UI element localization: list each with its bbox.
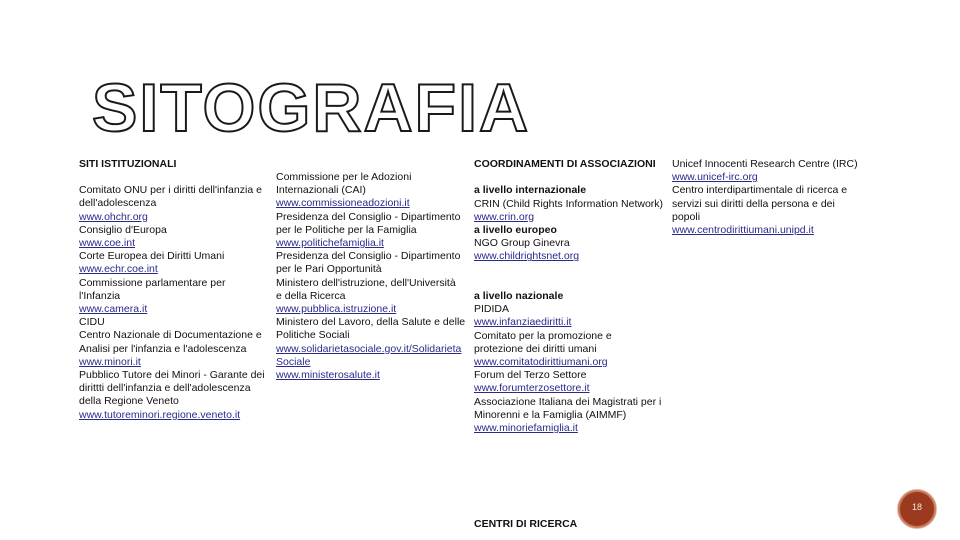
list-item: popoli [672, 210, 701, 223]
website-link[interactable]: www.camera.it [79, 303, 148, 316]
website-link[interactable]: www.crin.org [474, 210, 535, 223]
page-title: SITOGRAFIA [92, 70, 531, 146]
list-item: e della Ricerca [276, 289, 346, 302]
spacer [474, 277, 663, 290]
page-number-badge [898, 490, 936, 528]
list-item: Centro Nazionale di Documentazione e [79, 329, 262, 342]
website-link[interactable]: www.comitatodirittiumani.org [474, 356, 608, 369]
list-item: Ministero del Lavoro, della Salute e delle [276, 316, 466, 329]
website-link[interactable]: www.tutoreminori.regione.veneto.it [79, 408, 241, 421]
list-item: Commissione per le Adozioni [276, 171, 412, 183]
website-link[interactable]: www.pubblica.istruzione.it [276, 303, 397, 316]
website-link[interactable]: Sociale [276, 355, 311, 368]
section-header: COORDINAMENTI DI ASSOCIAZIONI [474, 158, 656, 170]
list-item: Unicef Innocenti Research Centre (IRC) [672, 158, 858, 170]
website-link[interactable]: www.minori.it [79, 355, 141, 368]
list-item: per le Pari Opportunità [276, 263, 382, 276]
list-item: servizi sui diritti della persona e dei [672, 197, 835, 210]
list-item: dell'adolescenza [79, 197, 157, 210]
spacer [474, 264, 663, 277]
column-siti-istituzionali [79, 158, 265, 422]
list-item: l'Infanzia [79, 289, 121, 302]
website-link[interactable]: www.ohchr.org [79, 210, 148, 223]
list-item: Analisi per l'infanzia e l'adolescenza [79, 342, 247, 355]
subsection-heading: a livello nazionale [474, 290, 564, 303]
list-item: Presidenza del Consiglio - Dipartimento [276, 210, 461, 223]
subsection-heading: a livello internazionale [474, 184, 587, 197]
list-item: Forum del Terzo Settore [474, 369, 587, 382]
website-link[interactable]: www.politichefamiglia.it [276, 237, 384, 250]
list-item: Comitato per la promozione e [474, 329, 612, 342]
list-item: Presidenza del Consiglio - Dipartimento [276, 250, 461, 263]
list [474, 171, 663, 435]
list [276, 171, 465, 382]
list [79, 184, 265, 422]
list [672, 158, 858, 237]
subsection-heading: a livello europeo [474, 224, 557, 237]
website-link[interactable]: www.childrightsnet.org [474, 250, 580, 263]
website-link[interactable]: www.infanziaediritti.it [474, 316, 572, 329]
list-item: Minorenni e la Famiglia (AIMMF) [474, 408, 627, 421]
list-item: Politiche Sociali [276, 329, 350, 342]
list-item: per le Politiche per la Famiglia [276, 223, 417, 236]
centri-di-ricerca-heading: CENTRI DI RICERCA [474, 518, 578, 530]
list-item: protezione dei diritti umani [474, 342, 597, 355]
website-link[interactable]: www.unicef-irc.org [672, 171, 758, 184]
website-link[interactable]: www.centrodirittiumani.unipd.it [672, 224, 814, 237]
column-centri-ricerca [672, 158, 858, 237]
column-coordinamenti [474, 158, 663, 435]
list-item: dirittti dell'infanzia e dell'adolescenza [79, 382, 251, 395]
list-item: PIDIDA [474, 303, 510, 316]
website-link[interactable]: www.coe.int [79, 237, 136, 250]
section-header: SITI ISTITUZIONALI [79, 158, 177, 170]
website-link[interactable]: www.echr.coe.int [79, 263, 158, 276]
website-link[interactable]: www.minoriefamiglia.it [474, 422, 578, 435]
website-link[interactable]: www.commissioneadozioni.it [276, 197, 410, 210]
website-link[interactable]: www.forumterzosettore.it [474, 382, 590, 395]
list-item: Pubblico Tutore dei Minori - Garante dei [79, 369, 265, 382]
list-item: Comitato ONU per i diritti dell'infanzia e [79, 184, 262, 197]
list-item: CIDU [79, 316, 105, 329]
list-item: Corte Europea dei Diritti Umani [79, 250, 225, 263]
list-item: Centro interdipartimentale di ricerca e [672, 184, 848, 197]
list-item: Internazionali (CAI) [276, 184, 366, 197]
list-item: della Regione Veneto [79, 395, 179, 408]
list-item: Consiglio d'Europa [79, 223, 167, 236]
list-item: Ministero dell'istruzione, dell'Università [276, 276, 456, 289]
website-link[interactable]: www.solidarietasociale.gov.it/Solidarieta [276, 342, 462, 355]
column-ministeri [276, 171, 465, 382]
list-item: Associazione Italiana dei Magistrati per i [474, 395, 662, 408]
spacer [474, 171, 663, 184]
list-item: CRIN (Child Rights Information Network) [474, 197, 664, 210]
page-number: 18 [911, 502, 922, 512]
list-item: NGO Group Ginevra [474, 237, 570, 250]
list-item: Commissione parlamentare per [79, 276, 226, 289]
website-link[interactable]: www.ministerosalute.it [276, 369, 380, 382]
